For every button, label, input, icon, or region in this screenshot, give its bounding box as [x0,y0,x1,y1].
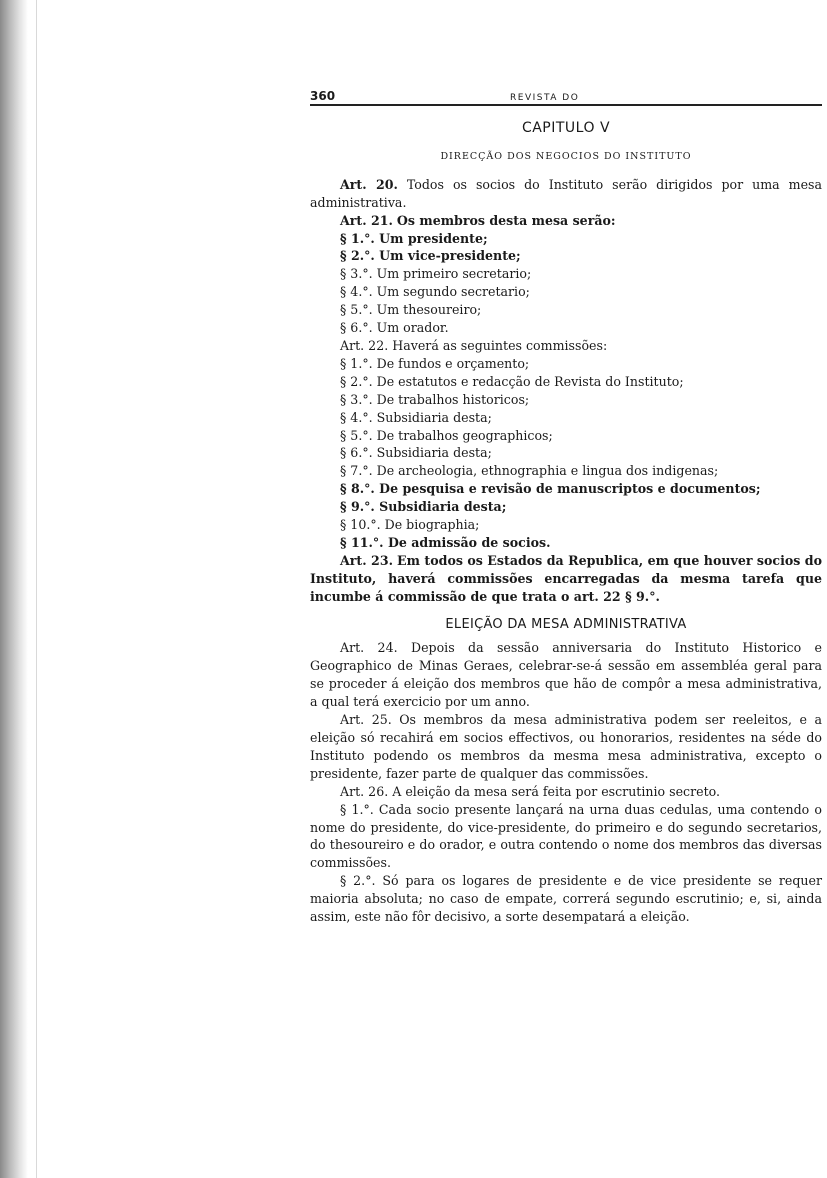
article-26-paragraph-1 [310,801,822,873]
article-22-text: Haverá as seguintes commissões: [392,337,608,353]
article-20-label: Art. 20. [340,176,398,192]
article-22-item: § 8.°. De pesquisa e revisão de manuscriptos e documentos; [340,481,761,497]
article-22-item: § 6.°. Subsidiaria desta; [340,445,492,461]
article-23-label: Art. 23. [340,552,393,568]
binding-edge-line [36,0,37,1178]
running-title: REVISTA DO [510,93,580,103]
article-22-item: § 10.°. De biographia; [340,517,480,533]
article-21-item: § 1.°. Um presidente; [340,230,488,246]
article-22-item: § 4.°. Subsidiaria desta; [340,409,492,425]
article-23 [310,552,822,606]
article-24-label: Art. 24. [340,640,398,656]
article-26-p1-label: § 1.°. [340,801,374,817]
article-23-text: Em todos os Estados da Republica, em que houver socios do Instituto, haverá commissões encarregadas da mesma tarefa que incumbe á commissão de que trata o art. 22 § 9.°. [310,552,823,604]
election-heading: ELEIÇÃO DA MESA ADMINISTRATIVA [445,616,687,632]
article-24-text: Depois da sessão anniversaria do Instituto Historico e Geographico de Minas Geraes, celebrar-se-á sessão em assembléa geral para se proceder á eleição dos membros que hão de compôr a mesa administrativa, a qual terá exercicio por um anno. [310,640,822,710]
article-21-item: § 3.°. Um primeiro secretario; [340,266,532,282]
article-22-item: § 7.°. De archeologia, ethnographia e lingua dos indigenas; [340,463,719,479]
article-26-p1-text: Cada socio presente lançará na urna duas cedulas, uma contendo o nome do presidente, do vice-presidente, do primeiro e do segundo secretarios, do thesoureiro e do orador, e outra contendo o nome dos membros das diversas commissões. [310,801,822,871]
article-21-item: § 2.°. Um vice-presidente; [340,248,521,264]
page-number: 360 [310,89,336,103]
article-21-text: Os membros desta mesa serão: [396,212,616,228]
section-title: DIRECÇÃO DOS NEGOCIOS DO INSTITUTO [440,150,692,162]
article-22-item: § 2.°. De estatutos e redacção de Revista do Instituto; [340,373,684,389]
article-26 [310,783,822,801]
article-22-item: § 3.°. De trabalhos historicos; [340,391,530,407]
article-20 [310,176,822,212]
article-22-item: § 1.°. De fundos e orçamento; [340,355,530,371]
article-26-p2-label: § 2.°. [340,873,376,889]
running-header [310,82,822,104]
article-20-text: Todos os socios do Instituto serão dirigidos por uma mesa administrativa. [310,176,822,210]
article-21-item: § 6.°. Um orador. [340,320,449,336]
article-21 [310,212,822,230]
article-26-text: A eleição da mesa será feita por escrutinio secreto. [392,783,720,799]
article-25-label: Art. 25. [340,712,392,728]
article-21-item: § 4.°. Um segundo secretario; [340,284,530,300]
article-21-item: § 5.°. Um thesoureiro; [340,302,482,318]
article-22 [310,337,822,355]
chapter-title: CAPITULO V [521,120,611,136]
article-22-label: Art. 22. [340,337,389,353]
article-25-text: Os membros da mesa administrativa podem ser reeleitos, e a eleição só recahirá em socios effectivos, ou honorarios, residentes na séde do Instituto podendo os membros da mesma mesa administrativa, excepto o presidente, fazer parte de qualquer das commissões. [310,712,822,781]
article-24 [310,639,822,711]
article-22-item: § 11.°. De admissão de socios. [340,534,551,550]
article-22-item: § 5.°. De trabalhos geographicos; [340,427,553,443]
document-page [310,82,822,926]
binding-gutter [0,0,28,1178]
article-26-p2-text: Só para os logares de presidente e de vice presidente se requer maioria absoluta; no caso de empate, correrá segundo escrutinio; e, si, ainda assim, este não fôr decisivo, a sorte desempatará a eleição. [310,873,823,925]
article-26-label: Art. 26. [340,783,389,799]
article-26-paragraph-2 [310,872,822,926]
article-25 [310,711,822,783]
article-22-item: § 9.°. Subsidiaria desta; [340,499,507,515]
article-21-label: Art. 21. [340,212,393,228]
